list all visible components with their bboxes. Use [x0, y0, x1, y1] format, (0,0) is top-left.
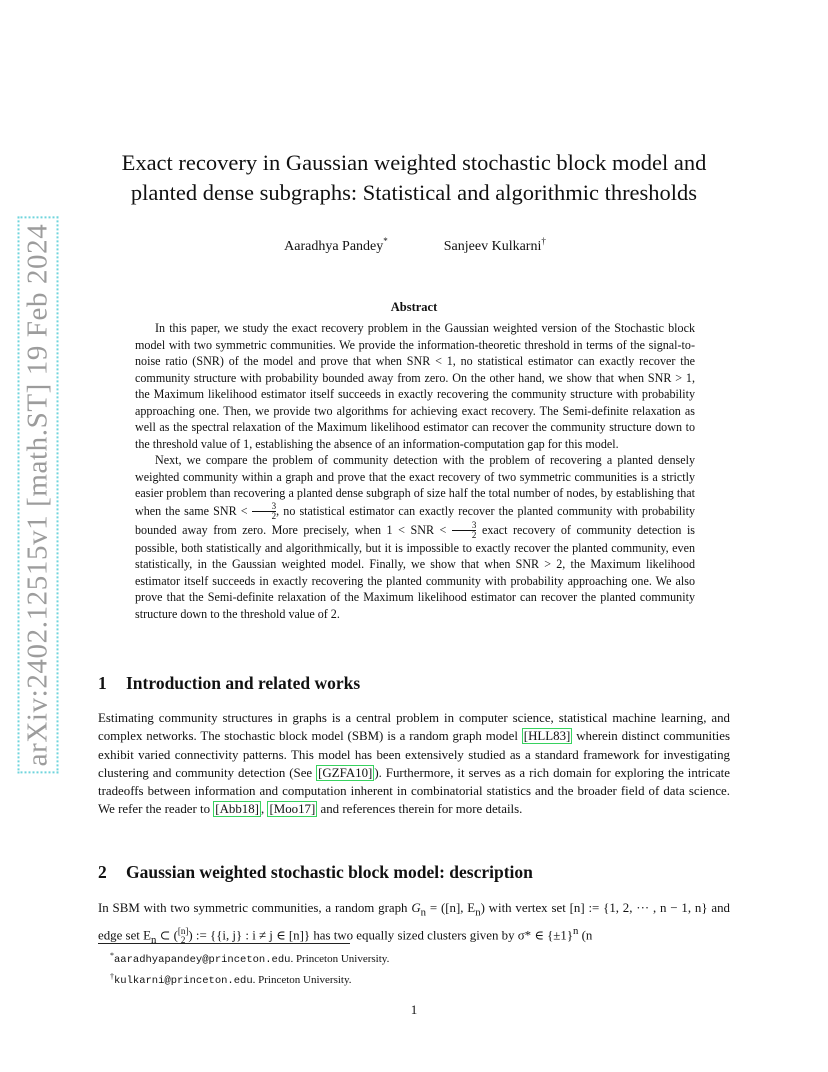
- citation-moo17[interactable]: [Moo17]: [269, 802, 316, 817]
- footnote-1: *aaradhyapandey@princeton.edu. Princeton University.: [110, 951, 390, 966]
- author-2: Sanjeev Kulkarni†: [443, 236, 546, 254]
- section-2-heading: 2 Gaussian weighted stochastic block model: description: [98, 862, 533, 882]
- author-list: [200, 236, 630, 255]
- title-line-1: Exact recovery in Gaussian weighted stochastic block model and: [121, 150, 707, 175]
- section-1-heading: 1 Introduction and related works: [98, 673, 361, 693]
- abstract-heading: Abstract: [390, 300, 438, 314]
- footnote-2: †kulkarni@princeton.edu. Princeton University.: [110, 971, 352, 987]
- footnotes: [98, 948, 730, 989]
- abstract-paragraph-1: In this paper, we study the exact recovery problem in the Gaussian weighted version of the Stochastic block model with two symmetric communities. We provide the information-theoretic threshold in terms of the signal-to-noise ratio (SNR) of the model and prove that when SNR < 1, no statistical estimator can exactly recover the community structure with probability bounded away from zero. On the other hand, we show that when SNR > 1, the Maximum likelihood estimator itself succeeds in exactly recovering the community structure with probability approaching one. Then, we provide two algorithms for achieving exact recovery. The Semi-definite relaxation as well as the spectral relaxation of the Maximum likelihood estimator can recover the community structure down to the threshold value of 1, establishing the absence of an information-computation gap for this model.: [135, 321, 695, 451]
- title-line-2: planted dense subgraphs: Statistical and algorithmic thresholds: [130, 180, 698, 205]
- arxiv-identifier[interactable]: arXiv:2402.12515v1 [math.ST] 19 Feb 2024: [21, 220, 56, 771]
- citation-abb18[interactable]: [Abb18]: [215, 802, 259, 817]
- abstract-paragraph-2: Next, we compare the problem of community detection with the problem of recovering a planted densely weighted community within a graph and prove that the exact recovery of two symmetric communities is a strictly easier problem than recovering a planted dense subgraph of size half the total number of nodes, by establishing that when the same SNR < $\frac{3}{2}$, no statistical estimator can exactly recover the planted community with probability bounded away from zero. More precisely, when 1 < SNR < $\frac{3}{2}$ exact recovery of community detection is possible, both statistically and algorithmically, but it is impossible to exactly recover the planted community, even statistically, in the Gaussian weighted model. Finally, we show that when SNR > 2, the Maximum likelihood estimator itself succeeds in exactly recovering the planted community with probability approaching one. We also prove that the Semi-definite relaxation of the Maximum likelihood estimator can recover the planted community structure down to the threshold value of 2.: [135, 453, 696, 621]
- paper-title: [70, 148, 758, 208]
- intro-paragraph: Estimating community structures in graphs is a central problem in computer science, statistical machine learning, and complex networks. The stochastic block model (SBM) is a random graph model [HLL83] wherein distinct communities exhibit varied connectivity patterns. This model has been extensively studied as a standard framework for investigating clustering and community detection (See [GZFA10] ). Furthermore, it serves as a rich domain for exploring the intricate tradeoffs between information and computation inherent in combinatorial statistics and the broader field of data science. We refer the reader to [Abb18] , [Moo17] and references therein for more details.: [98, 711, 731, 817]
- footnote-rule: [98, 943, 350, 944]
- sbm-paragraph: In SBM with two symmetric communities, a random graph $G_n = ([n]$, $E_n$) with vertex set [n] := {1, 2, ··· , n − 1, n} and edge set $E_n$ ⊂ ([n] 2 ) := {{i, j} : i ≠ j ∈ [n]} has two equally sized clusters given by σ* ∈ $\{\pm 1\}^n$ (n: [98, 901, 730, 946]
- abstract-body: [135, 320, 695, 622]
- email-link-pandey[interactable]: aaradhyapandey@princeton.edu: [114, 954, 291, 966]
- citation-hll83[interactable]: [HLL83]: [523, 729, 571, 744]
- email-link-kulkarni[interactable]: kulkarni@princeton.edu: [114, 974, 253, 987]
- citation-gzfa10[interactable]: [GZFA10]: [318, 765, 373, 780]
- section-2-body: [98, 899, 730, 949]
- page-number: 1: [410, 1002, 418, 1017]
- arxiv-sidebar-stamp[interactable]: [18, 223, 58, 767]
- author-1: Aaradhya Pandey*: [284, 236, 388, 254]
- section-1-body: [98, 709, 730, 819]
